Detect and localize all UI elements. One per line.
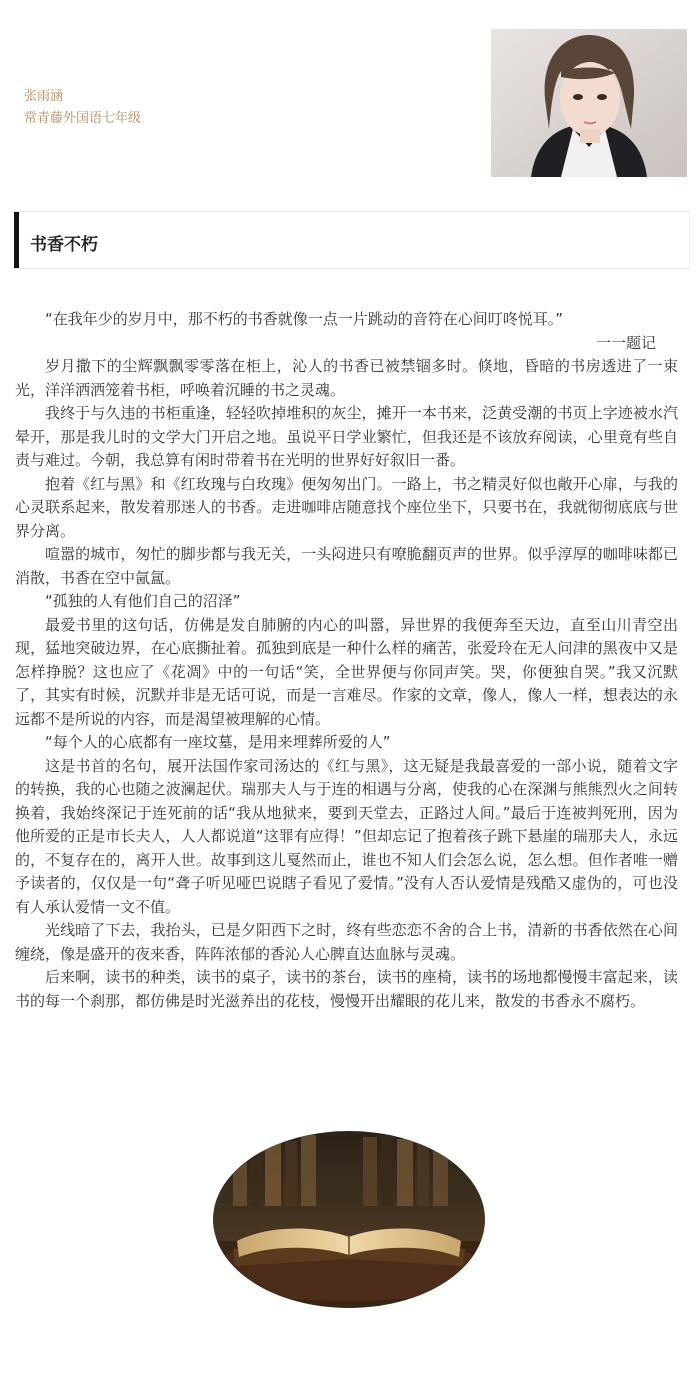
portrait-image	[491, 29, 687, 177]
epigraph-note: 一一题记	[595, 333, 656, 352]
quote: “孤独的人有他们自己的沼泽”	[45, 592, 241, 610]
paragraph: 我终于与久违的书柜重逢，轻轻吹掉堆积的灰尘，摊开一本书来，泛黄受潮的书页上字迹被水汽晕开，那是我儿时的文学大门开启之地。虽说平日学业繁忙，但我还是不该放弃阅读，心里竟有些自责与难过。今朝，我总算有闲时带着书在光明的世界好好叙旧一番。	[15, 404, 678, 469]
paragraph: 光线暗了下去，我抬头，已是夕阳西下之时，终有些恋恋不舍的合上书，清新的书香依然在心间缠绕，像是盛开的夜来香，阵阵浓郁的香沁人心脾直达血脉与灵魂。	[15, 921, 678, 963]
book-image	[213, 1131, 485, 1308]
author-info	[24, 86, 141, 130]
open-book-illustration	[213, 1131, 485, 1308]
epigraph: “在我年少的岁月中，那不朽的书香就像一点一片跳动的音符在心间叮咚悦耳。”	[45, 310, 564, 328]
author-name: 张雨涵	[24, 89, 64, 104]
author-photo	[491, 29, 687, 177]
paragraph: 抱着《红与黑》和《红玫瑰与白玫瑰》便匆匆出门。一路上，书之精灵好似也敞开心扉，与我的心灵联系起来，散发着那迷人的书香。走进咖啡店随意找个座位坐下，只要书在，我就彻彻底底与世界分离。	[15, 474, 678, 540]
paragraph: 喧嚣的城市，匆忙的脚步都与我无关，一头闷进只有嘹脆翻页声的世界。似乎淳厚的咖啡味都已消散，书香在空中氤氲。	[15, 545, 678, 587]
paragraph: 这是书首的名句，展开法国作家司汤达的《红与黑》，这无疑是我最喜爱的一部小说，随着文字的转换，我的心也随之波澜起伏。瑞那夫人与于连的相遇与分离，使我的心在深渊与熊熊烈火之间转换着，我始终深记于连死前的话“我从地狱来，要到天堂去，正路过人间。”最后于连被判死刑，因为他所爱的正是市长夫人，人人都说道“这罪有应得！”但却忘记了抱着孩子跳下悬崖的瑞那夫人，永远的，不复存在的，离开人世。故事到这儿戛然而止，谁也不知人们会怎么说，怎么想。但作者唯一赠予读者的，仅仅是一句“聋子听见哑巴说瞎子看见了爱情。”没有人否认爱情是残酷又虚伪的，可也没有人承认爱情一文不值。	[15, 756, 678, 916]
paragraph: 最爱书里的这句话，仿佛是发自肺腑的内心的叫嚣，异世界的我便奔至天边，直至山川青空出现，猛地突破边界，在心底撕扯着。孤独到底是一种什么样的痛苦，张爱玲在无人问津的黑夜中又是怎样挣脱？这也应了《花凋》中的一句话“笑，全世界便与你同声笑。哭，你便独自哭。”我又沉默了，其实有时候，沉默并非是无话可说，而是一言难尽。作家的文章，像人，像人一样，想表达的永远都不是所说的内容，而是渴望被理解的心情。	[15, 615, 678, 728]
article-title: 书香不朽	[30, 235, 98, 255]
paragraph: 后来啊，读书的种类，读书的桌子，读书的茶台，读书的座椅，读书的场地都慢慢丰富起来，读书的每一个刹那，都仿佛是时光滋养出的花枝，慢慢开出耀眼的花儿来，散发的书香永不腐朽。	[15, 968, 678, 1010]
author-school: 常青藤外国语七年级	[24, 111, 142, 126]
article-body	[15, 308, 678, 1013]
paragraph: 岁月撒下的尘辉飘飘零零落在柜上，沁人的书香已被禁锢多时。倏地，昏暗的书房透进了一束光，洋洋洒洒笼着书柜，呼唤着沉睡的书之灵魂。	[15, 357, 678, 399]
article-title-bar	[14, 211, 690, 269]
quote: “每个人的心底都有一座坟墓，是用来埋葬所爱的人”	[45, 733, 391, 751]
title-accent-bar	[14, 212, 19, 268]
